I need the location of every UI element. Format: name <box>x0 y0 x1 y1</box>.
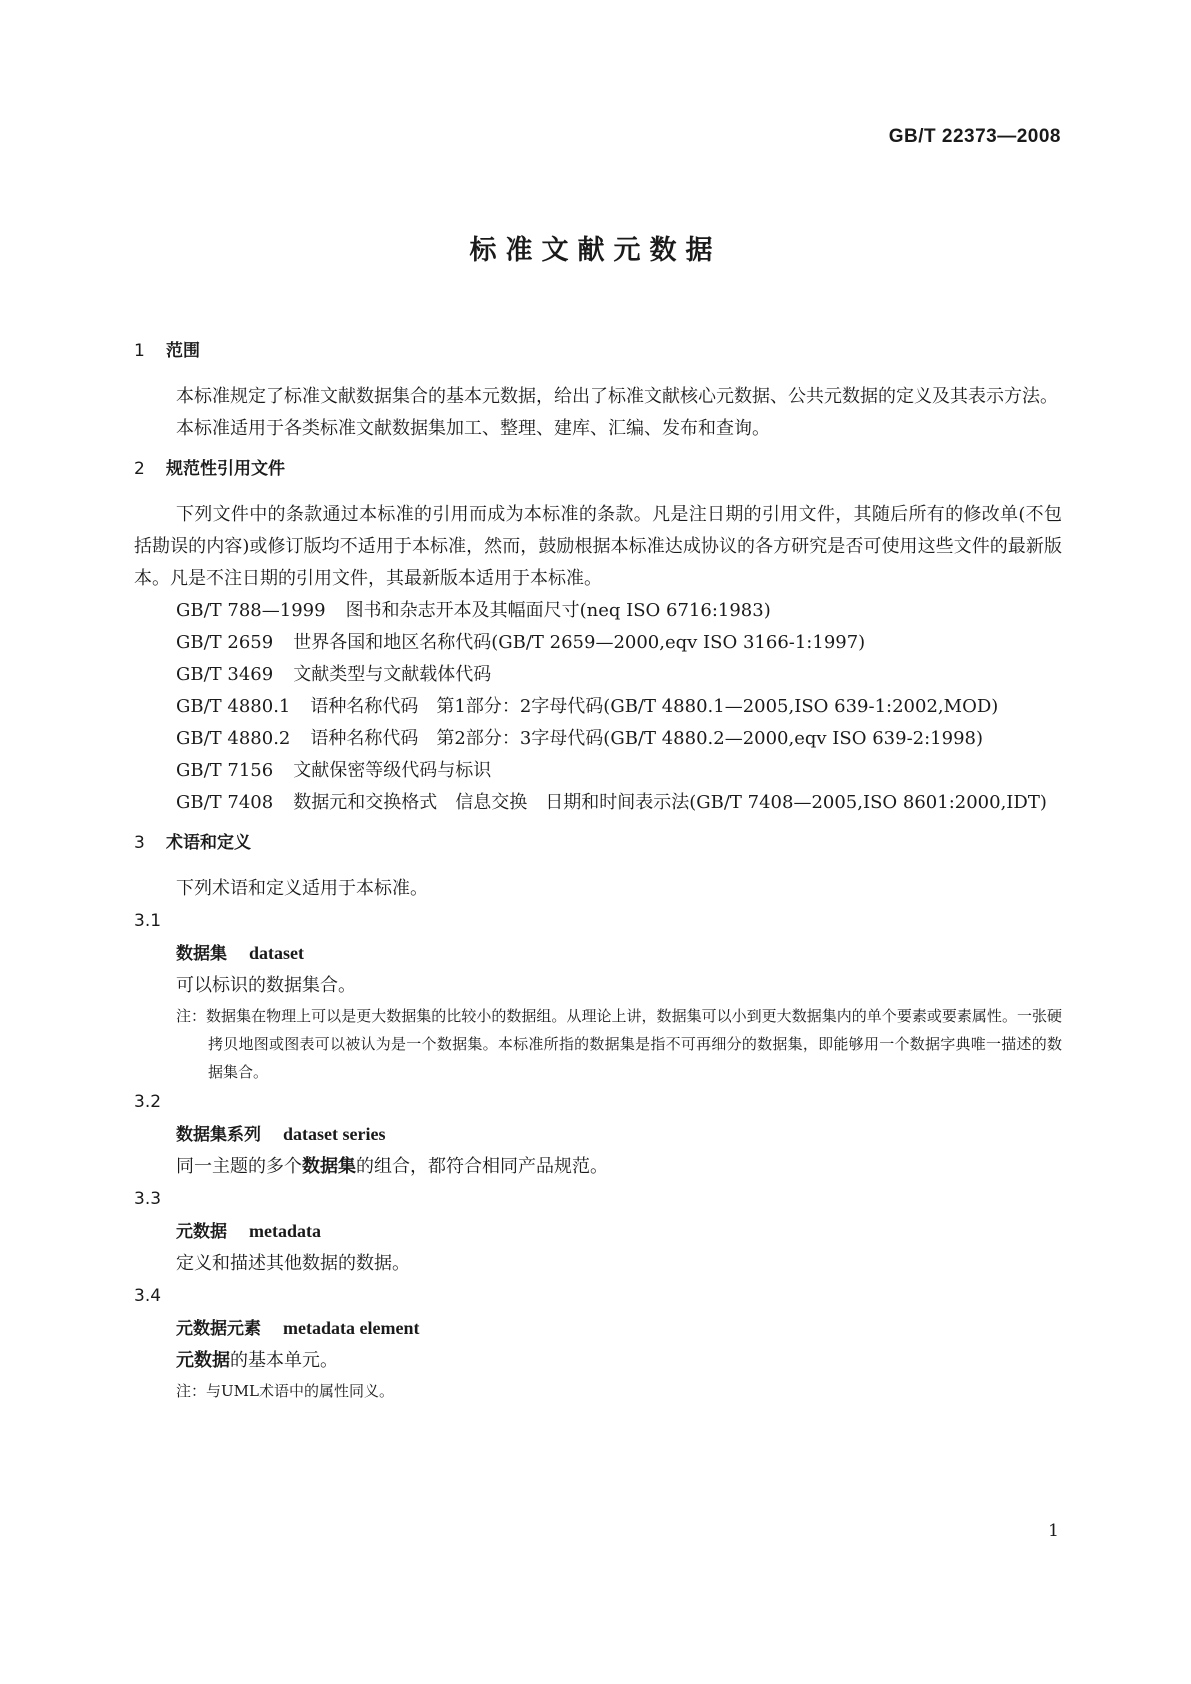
term-en: metadata <box>249 1221 321 1241</box>
reference-title: 文献保密等级代码与标识 <box>293 760 492 781</box>
section-3-heading <box>134 827 1062 859</box>
reference-item <box>134 659 1062 691</box>
term-entry <box>134 937 1062 970</box>
paragraph: 下列文件中的条款通过本标准的引用而成为本标准的条款。凡是注日期的引用文件，其随后所有的修改单(不包括勘误的内容)或修订版均不适用于本标准，然而，鼓励根据本标准达成协议的各方研究是否可使用这些文件的最新版本。凡是不注日期的引用文件，其最新版本适用于本标准。 <box>134 504 1062 589</box>
reference-item <box>134 755 1062 787</box>
term-reference: 数据集 <box>302 1156 356 1177</box>
document-title: 标准文献元数据 <box>469 235 722 266</box>
section-2-heading <box>134 453 1062 485</box>
reference-code: GB/T 4880.2 <box>176 728 291 749</box>
term-reference: 元数据 <box>176 1350 230 1371</box>
term-zh: 数据集 <box>176 944 227 964</box>
reference-code: GB/T 4880.1 <box>176 696 291 717</box>
reference-code: GB/T 7408 <box>176 792 274 813</box>
reference-code: GB/T 7156 <box>176 760 274 781</box>
section-title: 术语和定义 <box>166 833 251 853</box>
term-note: 注：数据集在物理上可以是更大数据集的比较小的数据组。从理论上讲，数据集可以小到更大数据集内的单个要素或要素属性。一张硬拷贝地图或图表可以被认为是一个数据集。本标准所指的数据集是指不可再细分的数据集，即能够用一个数据字典唯一描述的数据集合。 <box>176 1007 1062 1081</box>
section-title: 范围 <box>166 341 200 361</box>
definition-text: 的组合，都符合相同产品规范。 <box>356 1156 608 1177</box>
term-number: 3.1 <box>134 911 162 931</box>
reference-code: GB/T 3469 <box>176 664 274 685</box>
term-definition <box>134 1151 1062 1183</box>
term-zh: 元数据 <box>176 1222 227 1242</box>
term-en: dataset <box>249 943 304 963</box>
reference-code: GB/T 788—1999 <box>176 600 326 621</box>
term-number: 3.4 <box>134 1286 162 1306</box>
document-body <box>134 335 1062 1405</box>
reference-title: 语种名称代码 第2部分：3字母代码(GB/T 4880.2—2000,eqv ISO 639-2:1998) <box>310 728 983 749</box>
section-number: 2 <box>134 459 145 479</box>
section-1-heading <box>134 335 1062 367</box>
term-entry <box>134 1118 1062 1151</box>
reference-code: GB/T 2659 <box>176 632 274 653</box>
term-definition: 可以标识的数据集合。 <box>176 975 356 996</box>
definition-text: 的基本单元。 <box>230 1350 338 1371</box>
term-en: dataset series <box>283 1124 386 1144</box>
reference-title: 文献类型与文献载体代码 <box>293 664 492 685</box>
term-definition <box>134 1345 1062 1377</box>
reference-title: 数据元和交换格式 信息交换 日期和时间表示法(GB/T 7408—2005,ISO 8601:2000,IDT) <box>293 792 1047 813</box>
reference-item <box>134 723 1062 755</box>
paragraph: 下列术语和定义适用于本标准。 <box>176 878 428 899</box>
section-title: 规范性引用文件 <box>166 459 285 479</box>
paragraph: 本标准适用于各类标准文献数据集加工、整理、建库、汇编、发布和查询。 <box>176 418 770 439</box>
reference-item <box>134 595 1062 627</box>
page-number: 1 <box>1048 1521 1059 1541</box>
term-zh: 元数据元素 <box>176 1319 261 1339</box>
standard-id: GB/T 22373—2008 <box>888 126 1061 147</box>
term-number: 3.2 <box>134 1092 162 1112</box>
reference-title: 图书和杂志开本及其幅面尺寸(neq ISO 6716:1983) <box>345 600 771 621</box>
reference-item <box>134 787 1062 819</box>
term-en: metadata element <box>283 1318 420 1338</box>
term-note: 注：与UML术语中的属性同义。 <box>176 1382 394 1400</box>
term-entry <box>134 1215 1062 1248</box>
term-number: 3.3 <box>134 1189 162 1209</box>
reference-title: 语种名称代码 第1部分：2字母代码(GB/T 4880.1—2005,ISO 639-1:2002,MOD) <box>310 696 999 717</box>
term-zh: 数据集系列 <box>176 1125 261 1145</box>
reference-title: 世界各国和地区名称代码(GB/T 2659—2000,eqv ISO 3166-1:1997) <box>293 632 866 653</box>
reference-item <box>134 691 1062 723</box>
section-number: 3 <box>134 833 145 853</box>
definition-text: 同一主题的多个 <box>176 1156 302 1177</box>
reference-item <box>134 627 1062 659</box>
term-definition: 定义和描述其他数据的数据。 <box>176 1253 410 1274</box>
section-number: 1 <box>134 341 145 361</box>
term-entry <box>134 1312 1062 1345</box>
paragraph: 本标准规定了标准文献数据集合的基本元数据，给出了标准文献核心元数据、公共元数据的定义及其表示方法。 <box>176 386 1058 407</box>
